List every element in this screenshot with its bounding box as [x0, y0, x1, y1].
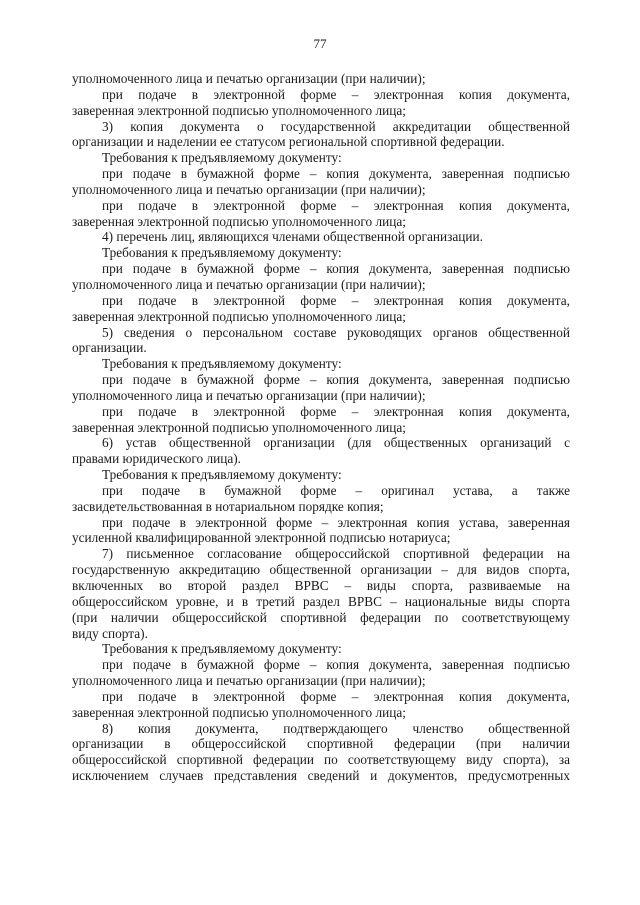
- text-line: при подаче в электронной форме – электронная копия документа,: [102, 86, 570, 102]
- text-line: при подаче в электронной форме – электронная копия документа,: [102, 292, 570, 308]
- text-line: правами юридического лица).: [72, 451, 241, 467]
- text-line: заверенная электронной подписью уполномоченного лица;: [72, 308, 406, 324]
- text-line: организации и наделении ее статусом региональной спортивной федерации.: [72, 134, 505, 150]
- text-line: при подаче в электронной форме – электронная копия документа,: [102, 688, 570, 704]
- text-line: при подаче в электронной форме – электронная копия устава, заверенная: [102, 514, 570, 530]
- text-line: заверенная электронной подписью уполномоченного лица;: [72, 704, 406, 720]
- text-line: при подаче в электронной форме – электронная копия документа,: [102, 197, 570, 213]
- text-line: уполномоченного лица и печатью организации (при наличии);: [72, 181, 426, 197]
- text-line: включенных во второй раздел ВРВС – виды спорта, развиваемые на: [72, 578, 570, 593]
- text-line: заверенная электронной подписью уполномоченного лица;: [72, 419, 406, 435]
- page-number: 77: [313, 36, 327, 51]
- text-line: 6) устав общественной организации (для общественных организаций с: [102, 435, 570, 451]
- text-line: общероссийском уровне, и в третий раздел ВРВС – национальные виды спорта: [72, 593, 570, 609]
- text-line: при подаче в электронной форме – электронная копия документа,: [102, 403, 570, 419]
- text-line: Требования к предъявляемому документу:: [102, 641, 342, 657]
- text-line: 4) перечень лиц, являющихся членами общественной организации.: [102, 229, 483, 245]
- text-line: уполномоченного лица и печатью организации (при наличии);: [72, 673, 426, 689]
- text-line: засвидетельствованная в нотариальном порядке копия;: [72, 498, 384, 514]
- text-line: организации в общероссийской спортивной федерации (при наличии: [72, 736, 570, 752]
- text-line: 7) письменное согласование общероссийской спортивной федерации на: [102, 546, 570, 562]
- text-line: при подаче в бумажной форме – копия документа, заверенная подписью: [102, 372, 570, 388]
- text-line: государственную аккредитацию общественной организации – для видов спорта,: [72, 562, 570, 578]
- text-line: 8) копия документа, подтверждающего членство общественной: [102, 720, 570, 736]
- text-line: заверенная электронной подписью уполномоченного лица;: [72, 213, 406, 229]
- text-line: виду спорта).: [72, 625, 148, 641]
- text-line: общероссийской спортивной федерации по соответствующему виду спорта), за: [72, 752, 570, 768]
- text-line: Требования к предъявляемому документу:: [102, 467, 342, 483]
- text-line: 5) сведения о персональном составе руководящих органов общественной: [102, 324, 570, 340]
- text-line: уполномоченного лица и печатью организации (при наличии);: [72, 276, 426, 292]
- text-line: уполномоченного лица и печатью организации (при наличии);: [72, 71, 426, 86]
- text-line: при подаче в бумажной форме – копия документа, заверенная подписью: [102, 657, 570, 673]
- text-line: усиленной квалифицированной электронной подписью нотариуса;: [72, 530, 451, 546]
- text-line: уполномоченного лица и печатью организации (при наличии);: [72, 387, 426, 403]
- text-line: Требования к предъявляемому документу:: [102, 356, 342, 372]
- document-body: [72, 71, 570, 784]
- text-line: при подаче в бумажной форме – оригинал устава, а также: [102, 482, 570, 498]
- text-line: (при наличии общероссийской спортивной федерации по соответствующему: [72, 609, 570, 625]
- text-line: заверенная электронной подписью уполномоченного лица;: [72, 102, 406, 118]
- text-line: Требования к предъявляемому документу:: [102, 150, 342, 166]
- text-line: исключением случаев представления сведений и документов, предусмотренных: [72, 768, 570, 784]
- text-line: организации.: [72, 340, 147, 356]
- text-line: Требования к предъявляемому документу:: [102, 245, 342, 261]
- text-line: при подаче в бумажной форме – копия документа, заверенная подписью: [102, 261, 570, 277]
- text-line: 3) копия документа о государственной аккредитации общественной: [102, 118, 570, 134]
- text-line: при подаче в бумажной форме – копия документа, заверенная подписью: [102, 166, 570, 182]
